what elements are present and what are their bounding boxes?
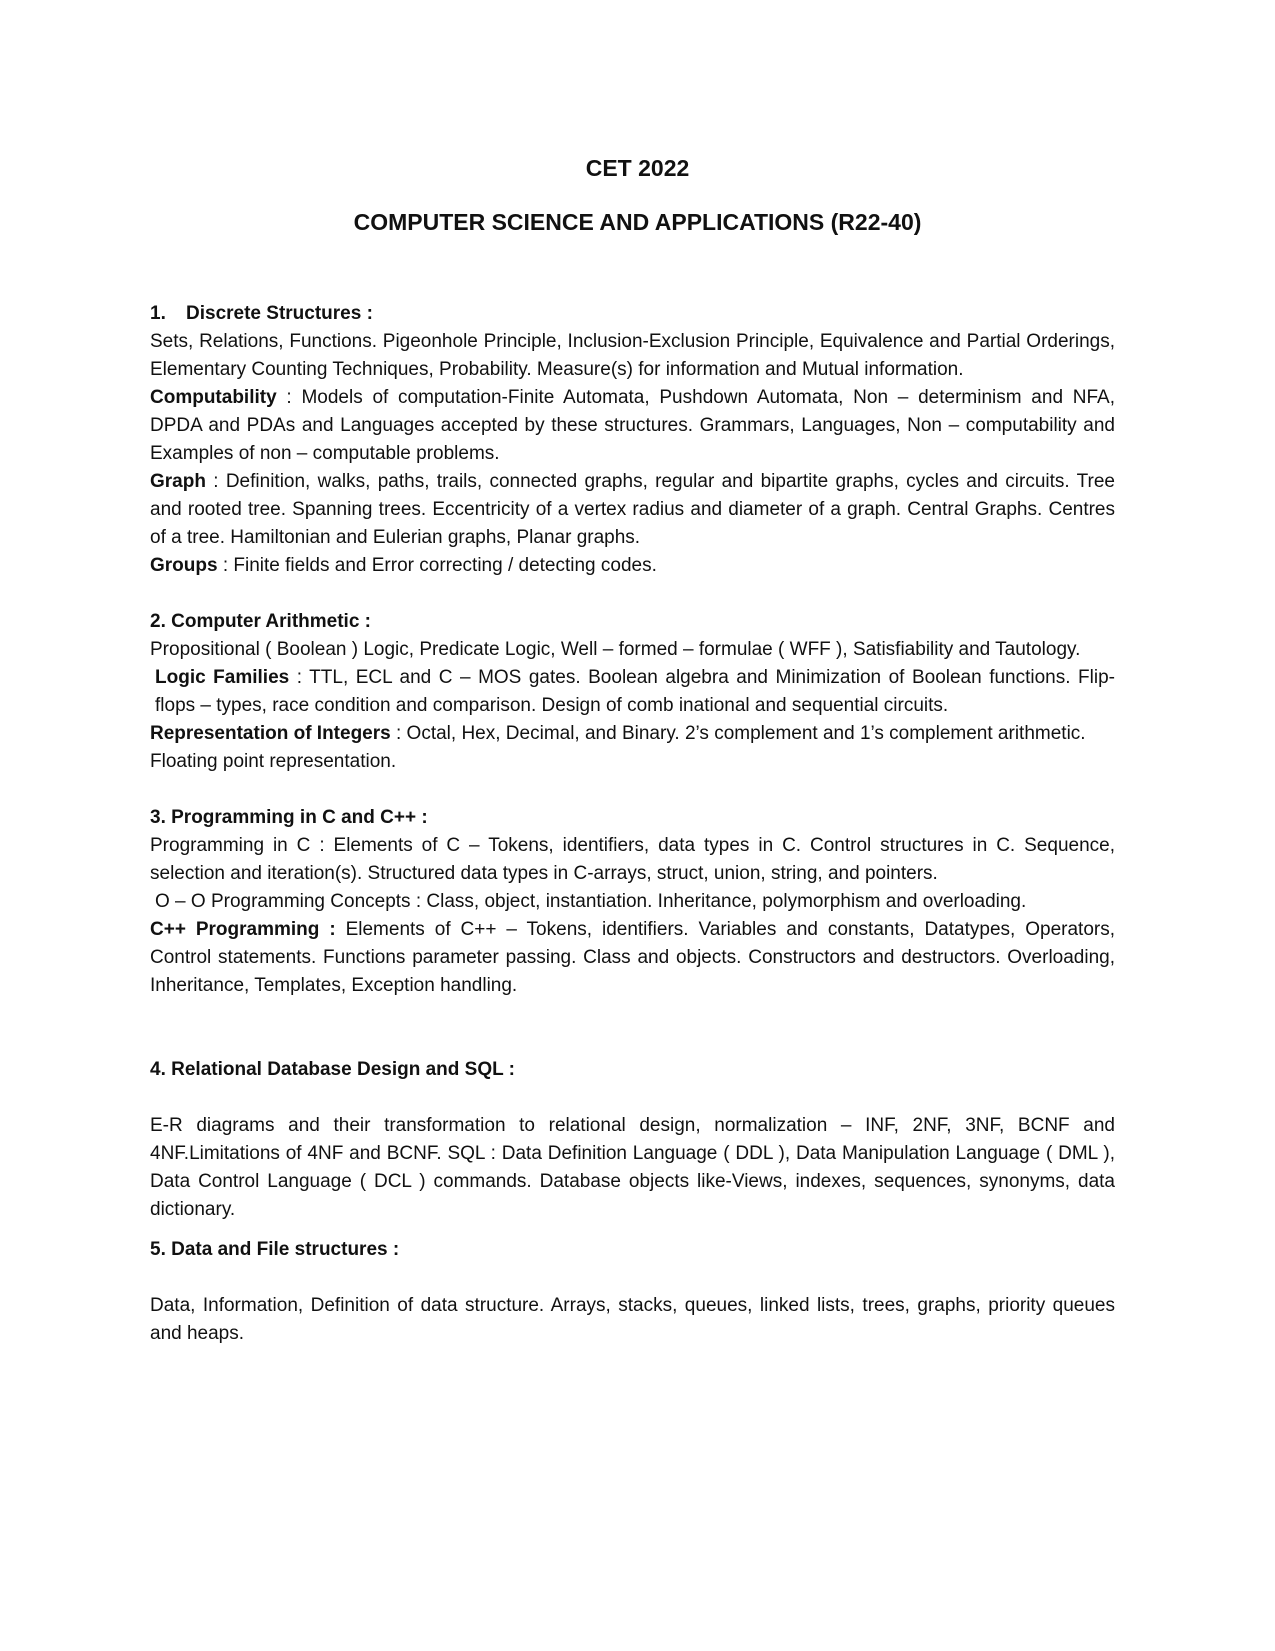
floating-point-line: Floating point representation. [150,751,397,772]
section-1-heading [150,300,1115,328]
section-5-heading: 5. Data and File structures : [150,1239,400,1260]
computability-text: : Models of computation-Finite Automata, Pushdown Automata, Non – determinism and NFA, DPDA and PDAs and Languages accepted by these structures. Grammars, Languages, Non – computability and Examples of non – computable problems. [150,387,1115,464]
cpp-programming-paragraph [150,916,1115,1000]
section-1-number: 1. [150,303,166,324]
graph-text: : Definition, walks, paths, trails, connected graphs, regular and bipartite graphs, cycles and circuits. Tree and rooted tree. Spanning trees. Eccentricity of a vertex radius and diameter of a graph. Central Graphs. Centres of a tree. Hamiltonian and Eulerian graphs, Planar graphs. [150,471,1115,548]
spacer [150,580,1115,608]
integers-text: : Octal, Hex, Decimal, and Binary. 2’s complement and 1’s complement arithmetic. [390,723,1086,744]
computability-label: Computability [150,387,277,408]
section-2-heading: 2. Computer Arithmetic : [150,611,371,632]
integers-label: Representation of Integers [150,723,391,744]
computability-paragraph [150,384,1115,468]
section-5-text: Data, Information, Definition of data structure. Arrays, stacks, queues, linked lists, trees, graphs, priority queues and heaps. [150,1295,1115,1344]
graph-paragraph [150,468,1115,552]
groups-label: Groups [150,555,218,576]
page-subtitle: COMPUTER SCIENCE AND APPLICATIONS (R22-40) [353,209,922,235]
logic-families-label: Logic Families [155,667,290,688]
graph-label: Graph [150,471,206,492]
spacer [150,776,1115,804]
integers-paragraph [150,720,1115,748]
spacer [150,1264,1115,1292]
spacer [150,1224,1115,1236]
groups-paragraph [150,552,1115,580]
logic-families-paragraph [150,664,1115,720]
section-3-heading: 3. Programming in C and C++ : [150,807,428,828]
programming-c-paragraph: Programming in C : Elements of C – Tokens, identifiers, data types in C. Control structures in C. Sequence, selection and iteration(s). Structured data types in C-arrays, struct, union, string, and pointers. [150,835,1115,884]
section-1-title: Discrete Structures : [186,303,373,324]
page-title: CET 2022 [585,155,690,181]
syllabus-body [150,300,1115,1348]
section-2-intro: Propositional ( Boolean ) Logic, Predicate Logic, Well – formed – formulae ( WFF ), Satisfiability and Tautology. [150,639,1081,660]
oo-programming-paragraph: O – O Programming Concepts : Class, object, instantiation. Inheritance, polymorphism and overloading. [155,891,1027,912]
logic-families-text: : TTL, ECL and C – MOS gates. Boolean algebra and Minimization of Boolean functions. Flip-flops – types, race condition and comparison. Design of comb inational and sequential circuits. [155,667,1115,716]
section-1-intro: Sets, Relations, Functions. Pigeonhole Principle, Inclusion-Exclusion Principle, Equivalence and Partial Orderings, Elementary Counting Techniques, Probability. Measure(s) for information and Mutual information. [150,331,1115,380]
cpp-programming-text: Elements of C++ – Tokens, identifiers. Variables and constants, Datatypes, Operators, Control statements. Functions parameter passing. Class and objects. Constructors and destructors. Overloading, Inheritance, Templates, Exception handling. [150,919,1115,996]
section-4-heading: 4. Relational Database Design and SQL : [150,1059,515,1080]
cpp-programming-label: C++ Programming : [150,919,336,940]
spacer [150,1000,1115,1056]
section-4-text: E-R diagrams and their transformation to relational design, normalization – INF, 2NF, 3NF, BCNF and 4NF.Limitations of 4NF and BCNF. SQL : Data Definition Language ( DDL ), Data Manipulation Language ( DML ), Data Control Language ( DCL ) commands. Database objects like-Views, indexes, sequences, synonyms, data dictionary. [150,1115,1115,1220]
spacer [150,1084,1115,1112]
groups-text: : Finite fields and Error correcting / detecting codes. [217,555,657,576]
